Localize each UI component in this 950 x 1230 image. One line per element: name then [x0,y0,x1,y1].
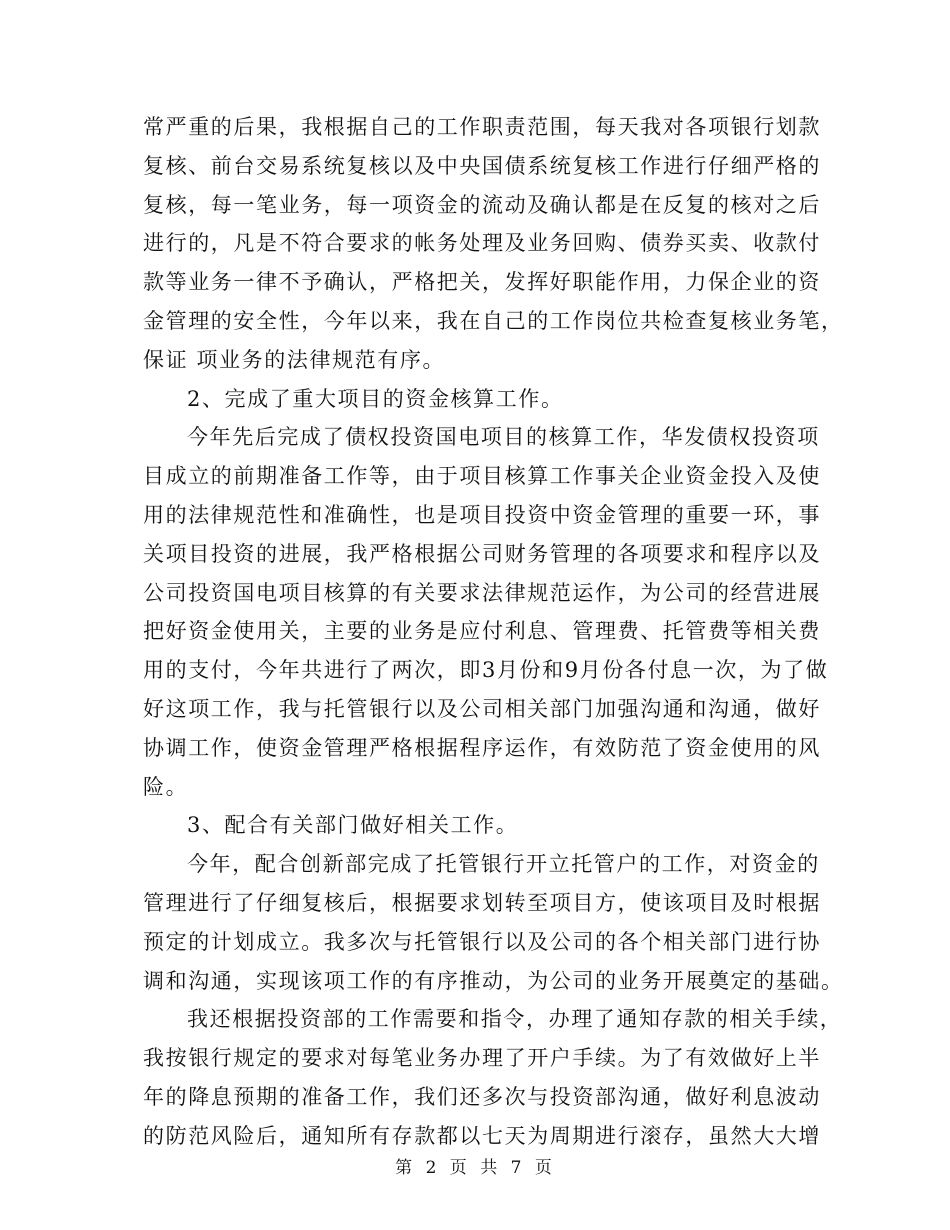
text-line: 金管理的安全性，今年以来，我在自己的工作岗位共检查复核业务笔， [143,308,844,333]
text-line: 款等业务一律不予确认，严格把关，发挥好职能作用，力保企业的资 [143,270,821,295]
text-line: 今年先后完成了债权投资国电项目的核算工作，华发债权投资项 [187,425,820,450]
text-line: 的防范风险后，通知所有存款都以七天为周期进行滚存，虽然大大增 [143,1123,821,1148]
text-line: 公司投资国电项目核算的有关要求法律规范运作，为公司的经营进展 [143,580,821,605]
text-line: 进行的，凡是不符合要求的帐务处理及业务回购、债券买卖、收款付 [143,231,821,256]
text-line: 协调工作，使资金管理严格根据程序运作，有效防范了资金使用的风 [143,735,821,760]
text-line: 复核，每一笔业务，每一项资金的流动及确认都是在反复的核对之后 [143,192,821,217]
text-line: 用的支付，今年共进行了两次，即3月份和9月份各付息一次，为了做 [143,658,829,683]
text-line: 把好资金使用关，主要的业务是应付利息、管理费、托管费等相关费 [143,619,821,644]
body-text [143,108,844,1156]
text-line: 调和沟通，实现该项工作的有序推动，为公司的业务开展奠定的基础。 [143,968,844,993]
text-line: 我按银行规定的要求对每笔业务办理了开户手续。为了有效做好上半 [143,1046,821,1071]
text-line: 预定的计划成立。我多次与托管银行以及公司的各个相关部门进行协 [143,929,821,954]
text-line: 目成立的前期准备工作等，由于项目核算工作事关企业资金投入及使 [143,464,821,489]
page-footer: 第 2 页 共 7 页 [395,1158,555,1178]
text-line: 2、完成了重大项目的资金核算工作。 [187,386,564,411]
text-line: 保证 项业务的法律规范有序。 [143,347,446,372]
text-line: 复核、前台交易系统复核以及中央国债系统复核工作进行仔细严格的 [143,153,821,178]
text-line: 用的法律规范性和准确性，也是项目投资中资金管理的重要一环，事 [143,502,821,527]
text-line: 管理进行了仔细复核后，根据要求划转至项目方，使该项目及时根据 [143,890,821,915]
text-line: 我还根据投资部的工作需要和指令，办理了通知存款的相关手续， [187,1007,843,1032]
text-line: 好这项工作，我与托管银行以及公司相关部门加强沟通和沟通，做好 [143,696,821,721]
text-line: 今年，配合创新部完成了托管银行开立托管户的工作，对资金的 [187,852,820,877]
text-line: 险。 [143,774,189,799]
text-line: 常严重的后果，我根据自己的工作职责范围，每天我对各项银行划款 [143,115,821,139]
text-line: 3、配合有关部门做好相关工作。 [187,813,519,838]
text-line: 关项目投资的进展，我严格根据公司财务管理的各项要求和程序以及 [143,541,821,566]
text-line: 年的降息预期的准备工作，我们还多次与投资部沟通，做好利息波动 [143,1084,821,1109]
